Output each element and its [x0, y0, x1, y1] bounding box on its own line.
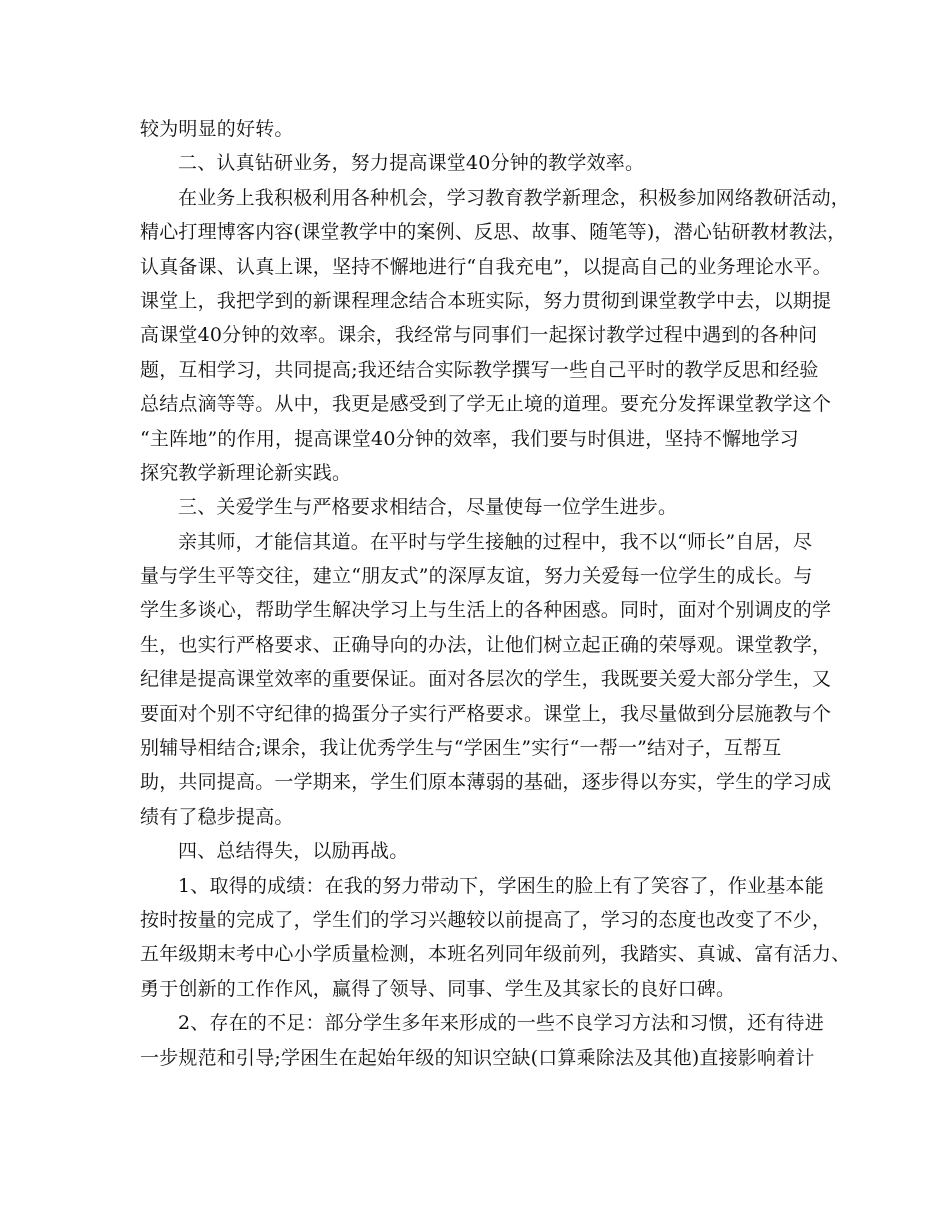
- text-line: 亲其师，才能信其道。在平时与学生接触的过程中，我不以“师长”自居，尽: [178, 530, 813, 553]
- text-line: 在业务上我积极利用各种机会，学习教育教学新理念，积极参加网络教研活动，: [178, 186, 851, 209]
- text-line: 生，也实行严格要求、正确导向的办法，让他们树立起正确的荣辱观。课堂教学，: [140, 633, 832, 656]
- text-line: “主阵地”的作用，提高课堂40分钟的效率，我们要与时俱进，坚持不懈地学习: [140, 427, 799, 450]
- text-line: 纪律是提高课堂效率的重要保证。面对各层次的学生，我既要关爱大部分学生，又: [140, 668, 832, 691]
- text-line: 别辅导相结合;课余，我让优秀学生与“学困生”实行“一帮一”结对子，互帮互: [140, 737, 782, 760]
- text-line: 精心打理博客内容(课堂教学中的案例、反思、故事、随笔等)，潜心钻研教材教法，: [140, 221, 847, 244]
- text-line: 较为明显的好转。: [140, 118, 294, 140]
- text-line: 认真备课、认真上课，坚持不懈地进行“自我充电”，以提高自己的业务理论水平。: [140, 255, 832, 278]
- text-line: 量与学生平等交往，建立“朋友式”的深厚友谊，努力关爱每一位学生的成长。与: [140, 565, 813, 588]
- text-line: 助，共同提高。一学期来，学生们原本薄弱的基础，逐步得以夯实，学生的学习成: [140, 771, 832, 794]
- text-line: 总结点滴等等。从中，我更是感受到了学无止境的道理。要充分发挥课堂教学这个: [140, 393, 832, 416]
- section-heading: 二、认真钻研业务，努力提高课堂40分钟的教学效率。: [178, 152, 645, 175]
- text-line: 高课堂40分钟的效率。课余，我经常与同事们一起探讨教学过程中遇到的各种问: [140, 324, 818, 347]
- text-line: 1、取得的成绩：在我的努力带动下，学困生的脸上有了笑容了，作业基本能: [178, 874, 824, 897]
- text-line: 按时按量的完成了，学生们的学习兴趣较以前提高了，学习的态度也改变了不少，: [140, 908, 832, 931]
- text-line: 要面对个别不守纪律的捣蛋分子实行严格要求。课堂上，我尽量做到分层施教与个: [140, 702, 832, 725]
- text-line: 题，互相学习，共同提高;我还结合实际教学撰写一些自己平时的教学反思和经验: [140, 358, 819, 381]
- section-heading: 四、总结得失，以励再战。: [178, 840, 409, 863]
- text-line: 2、存在的不足：部分学生多年来形成的一些不良学习方法和习惯，还有待进: [178, 1012, 824, 1035]
- text-line: 勇于创新的工作作风，赢得了领导、同事、学生及其家长的良好口碑。: [140, 977, 736, 1000]
- text-line: 绩有了稳步提高。: [140, 805, 294, 828]
- text-line: 一步规范和引导;学困生在起始年级的知识空缺(口算乘除法及其他)直接影响着计: [140, 1046, 815, 1069]
- text-line: 五年级期末考中心小学质量检测，本班名列同年级前列，我踏实、真诚、富有活力、: [140, 943, 851, 966]
- text-line: 探究教学新理论新实践。: [140, 461, 352, 484]
- document-body: [140, 112, 851, 1075]
- text-line: 课堂上，我把学到的新课程理念结合本班实际，努力贯彻到课堂教学中去，以期提: [140, 289, 832, 312]
- section-heading: 三、关爱学生与严格要求相结合，尽量使每一位学生进步。: [178, 496, 678, 519]
- text-line: 学生多谈心，帮助学生解决学习上与生活上的各种困惑。同时，面对个别调皮的学: [140, 599, 832, 622]
